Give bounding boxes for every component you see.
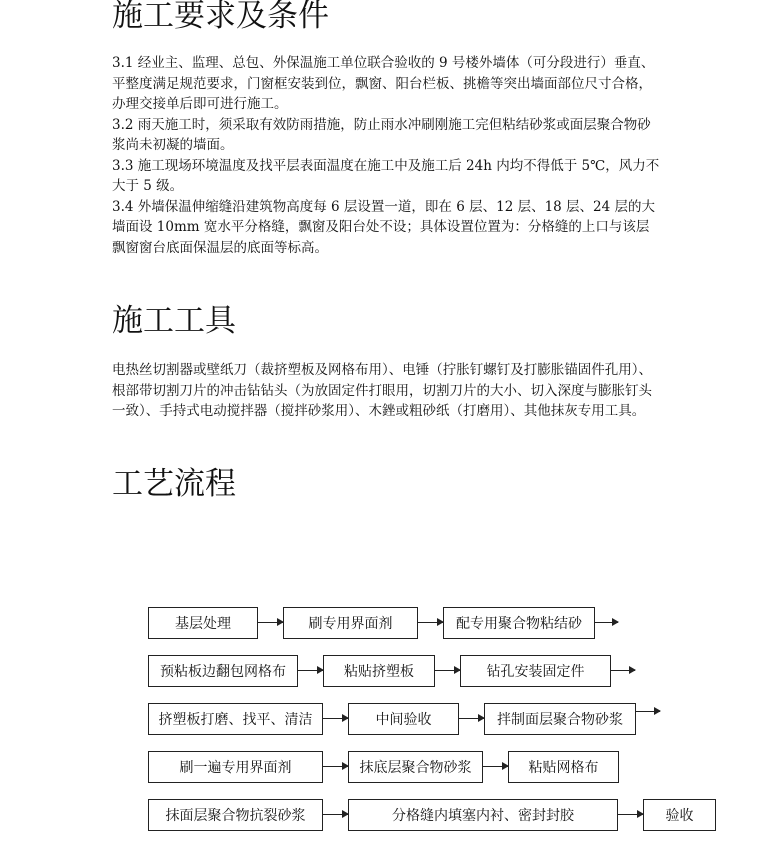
heading-tools: 施工工具 [112, 303, 236, 339]
flow-arrow [618, 814, 643, 815]
flow-arrow [435, 670, 460, 671]
flow-step: 预粘板边翻包网格布 [148, 655, 298, 687]
text-line: 飘窗窗台底面保温层的底面等标高。 [112, 239, 328, 256]
text-line: 平整度满足规范要求，门窗框安装到位，飘窗、阳台栏板、挑檐等突出墙面部位尺寸合格， [112, 75, 652, 92]
flow-step: 基层处理 [148, 607, 258, 639]
text-line: 3.4 外墙保温伸缩缝沿建筑物高度每 6 层设置一道，即在 6 层、12 层、18 层、24 层的大 [112, 198, 656, 215]
flow-step: 钻孔安装固定件 [460, 655, 611, 687]
text-line: 浆尚未初凝的墙面。 [112, 137, 234, 153]
flow-step: 中间验收 [348, 703, 459, 735]
flow-arrow [323, 766, 348, 767]
flow-step: 刷一遍专用界面剂 [148, 751, 323, 783]
text-line: 办理交接单后即可进行施工。 [112, 96, 288, 112]
flow-arrow [323, 814, 348, 815]
text-line: 3.3 施工现场环境温度及找平层表面温度在施工中及施工后 24h 内均不得低于 5℃，风力不 [112, 157, 660, 174]
flow-step: 粘贴网格布 [508, 751, 619, 783]
flow-arrow [611, 670, 635, 671]
flow-arrow [636, 711, 660, 712]
flow-step: 粘贴挤塑板 [323, 655, 435, 687]
flow-arrow [483, 766, 508, 767]
flow-step: 抹面层聚合物抗裂砂浆 [148, 799, 323, 831]
flow-step: 配专用聚合物粘结砂 [443, 607, 595, 639]
text-line: 电热丝切割器或壁纸刀（裁挤塑板及网格布用）、电锤（拧胀钉螺钉及打膨胀锚固件孔用）、 [112, 362, 652, 378]
heading-process: 工艺流程 [112, 466, 236, 502]
text-line: 一致）、手持式电动搅拌器（搅拌砂浆用）、木銼或粗砂纸（打磨用）、其他抹灰专用工具。 [112, 403, 646, 419]
heading-requirements: 施工要求及条件 [112, 0, 329, 34]
flow-arrow [418, 622, 443, 623]
flow-step: 分格缝内填塞内衬、密封封胶 [348, 799, 618, 831]
flow-step: 刷专用界面剂 [283, 607, 418, 639]
text-line: 墙面设 10mm 宽水平分格缝，飘窗及阳台处不设；具体设置位置为：分格缝的上口与该层 [112, 219, 650, 235]
flow-arrow [298, 670, 323, 671]
flow-step: 挤塑板打磨、找平、清洁 [148, 703, 323, 735]
text-line: 根部带切割刀片的冲击钻钻头（为放固定件打眼用，切割刀片的大小、切入深度与膨胀钉头 [112, 382, 652, 399]
flow-arrow [258, 622, 283, 623]
flow-step: 验收 [643, 799, 716, 831]
flow-arrow [459, 718, 484, 719]
flow-arrow [595, 622, 618, 623]
flow-step: 拌制面层聚合物砂浆 [484, 703, 636, 735]
text-line: 3.2 雨天施工时，须采取有效防雨措施，防止雨水冲刷刚施工完但粘结砂浆或面层聚合物砂 [112, 116, 651, 133]
text-line: 大于 5 级。 [112, 178, 184, 194]
flow-step: 抹底层聚合物砂浆 [348, 751, 483, 783]
flow-arrow [323, 718, 348, 719]
text-line: 3.1 经业主、监理、总包、外保温施工单位联合验收的 9 号楼外墙体（可分段进行）垂直、 [112, 55, 655, 71]
